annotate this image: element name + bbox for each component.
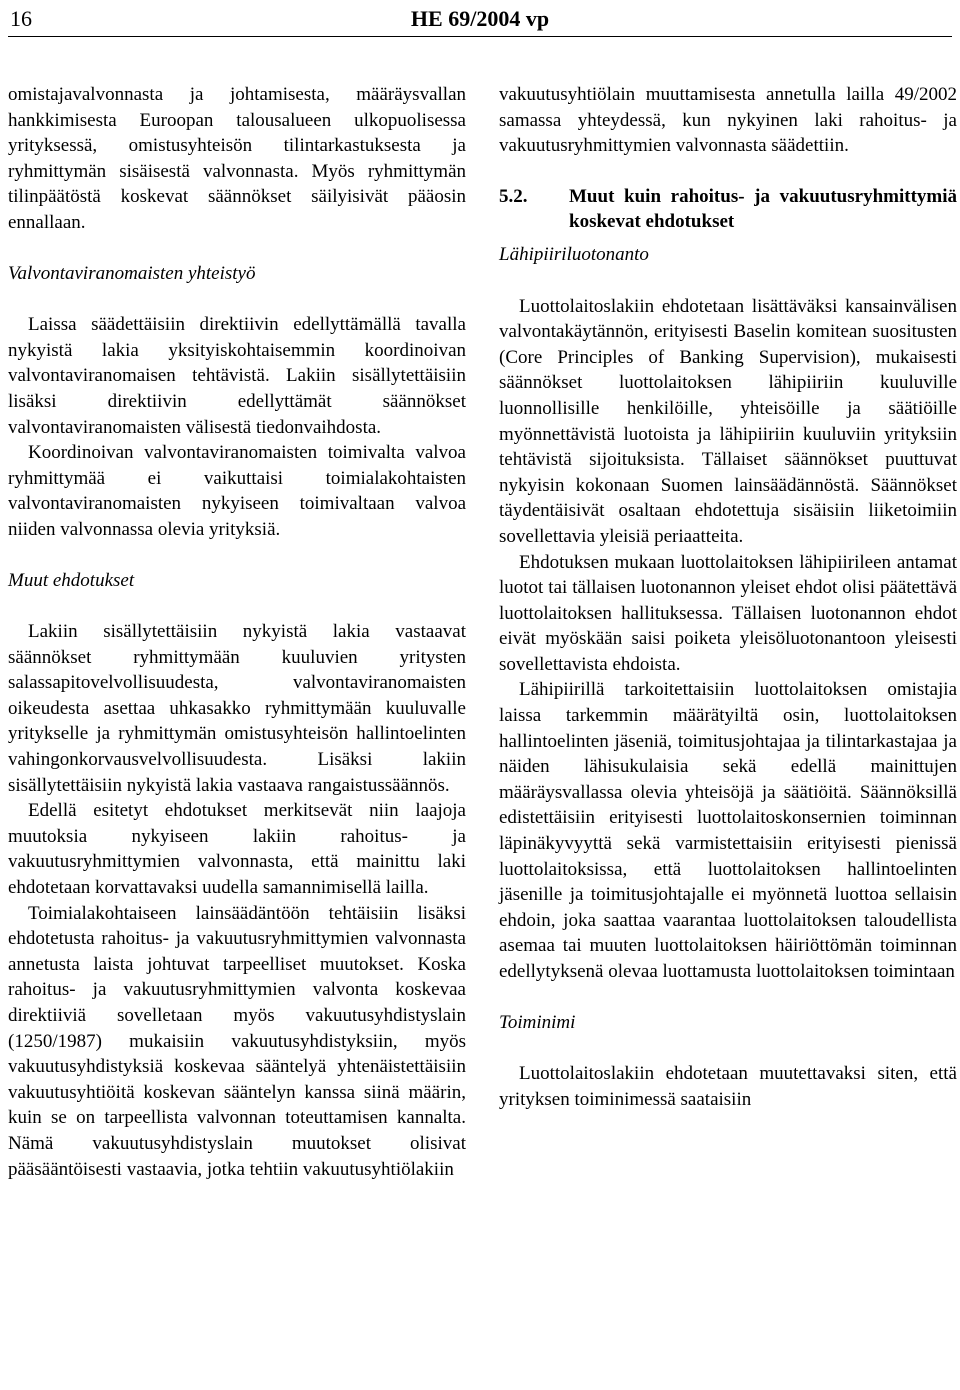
document-id: HE 69/2004 vp xyxy=(410,6,550,31)
subheading-lahipiiriluotonanto: Lähipiiriluotonanto xyxy=(499,243,649,265)
subheading-muut-ehdotukset: Muut ehdotukset xyxy=(8,569,135,591)
section-title: Muut kuin rahoitus- ja vakuutusryhmittymiä koskevat ehdotukset xyxy=(569,185,957,233)
section-heading xyxy=(499,184,957,235)
right-column xyxy=(499,82,957,1112)
paragraph: Edellä esitetyt ehdotukset merkitsevät niin laajoja muutoksia nykyiseen lakiin rahoitus- ja vakuutusryhmittymien valvonnasta, että mainittu laki ehdotetaan korvattavaksi uudella samannimisellä lailla. xyxy=(8,800,466,899)
paragraph: Luottolaitoslakiin ehdotetaan muutettavaksi siten, että yrityksen toiminimessä saataisiin xyxy=(499,1063,957,1110)
paragraph: Ehdotuksen mukaan luottolaitoksen lähipiirileen antamat luotot tai tällaisen luotonannon yleiset ehdot olisi päätettävä luottolaitoksen hallituksessa. Tällaisen luotonannon ehdot eivät myöskään saisi poiketa yleisöluotonantoon yleisesti sovellettavista ehdoista. xyxy=(499,551,957,675)
subheading-toiminimi: Toiminimi xyxy=(499,1011,576,1033)
section-number: 5.2. xyxy=(499,185,528,207)
page-header xyxy=(10,4,950,34)
paragraph: Lakiin sisällytettäisiin nykyistä lakia vastaavat säännökset ryhmittymään kuuluvien yritysten salassapitovelvollisuudesta, valvontaviranomaisten oikeudesta asettaa uhkasakko ryhmittymään kuuluvalle yritykselle ja ryhmittymän omistusyhteisön hallintoelinten vahingonkorvausvelvollisuudesta. Lisäksi lakiin sisällytettäisiin nykyistä lakia vastaava rangaistussäännös. xyxy=(8,621,466,796)
paragraph: Lähipiirillä tarkoitettaisiin luottolaitoksen omistajia laissa tarkemmin määrätyiltä osin, luottolaitoksen hallintoelinten jäseniä, toimitusjohtajaa ja tilintarkastajaa ja näiden lähisukulaisia sekä edellä mainittujen määräysvallassa olevia yhteisöjä ja säätiöitä. Säännöksillä edistettäisiin erityisesti luottolaitoskonsernien toiminnan läpinäkyvyyttä sekä varmistettaisiin erityisesti pienissä luottolaitoksissa, että luottolaitoksen hallintoelinten jäsenille ja toimitusjohtajalle ei myönnetä luottoa sellaisin ehdoin, joka saattaa vaarantaa luottolaitoksen taloudellista asemaa tai muuten luottolaitoksen häiriöttömän toiminnan edellytyksenä olevaa luottamusta luottolaitoksen toimintaan xyxy=(499,679,957,982)
paragraph: Koordinoivan valvontaviranomaisten toimivalta valvoa ryhmittymää ei vaikuttaisi toimialakohtaisten valvontaviranomaisten nykyiseen toimivaltaan valvoa niiden valvonnassa olevia yrityksiä. xyxy=(8,442,466,540)
left-column xyxy=(8,82,466,1182)
paragraph: Luottolaitoslakiin ehdotetaan lisättäväksi kansainvälisen valvontakäytännön, erityisesti Baselin komitean suositusten (Core Principles of Banking Supervision), mukaisesti säännökset luottolaitoksen lähipiiriin kuuluville luonnollisille henkilöille, yhteisöille ja säätiöille myönnettävistä luotoista ja lähipiiriin kuuluviin yrityksiin tehtävistä sijoituksista. Tällaiset säännökset puuttuvat nykyisin kokonaan Suomen lainsäädännöstä. Säännökset täydentäisivät osaltaan ehdotettuja sisäisiin liiketoimiin sovellettavia yleisiä periaatteita. xyxy=(499,295,957,547)
paragraph: Toimialakohtaiseen lainsäädäntöön tehtäisiin lisäksi ehdotetusta rahoitus- ja vakuutusryhmittymien valvonnasta annetusta laista johtuvat tarpeelliset muutokset. Koska rahoitus- ja vakuutusryhmittymien valvonta koskevaa direktiiviä sovelletaan myös vakuutusyhdistyslain (1250/1987) mukaisiin vakuutusyhdistyksiin, myös vakuutusyhdistyksiä koskevaa sääntelyä yhtenäistettäisiin vakuutusyhtiöitä koskevan sääntelyn kanssa siinä määrin, kuin se on tarpeellista valvonnan toteuttamisen kannalta. Nämä vakuutusyhdistyslain muutokset olisivat pääsääntöisesti vastaavia, jotka tehtiin vakuutusyhtiölakiin xyxy=(8,902,466,1180)
paragraph: vakuutusyhtiölain muuttamisesta annetulla lailla 49/2002 samassa yhteydessä, kun nykyinen laki rahoitus- ja vakuutusryhmittymien valvonnasta säädettiin. xyxy=(499,84,957,157)
subheading-valvontaviranomaisten-yhteistyo: Valvontaviranomaisten yhteistyö xyxy=(8,262,256,284)
header-divider xyxy=(8,36,952,37)
page-number: 16 xyxy=(10,6,32,31)
paragraph: omistajavalvonnasta ja johtamisesta, määräysvallan hankkimisesta Euroopan talousalueen ulkopuolisessa yrityksessä, omistusyhteisön tilintarkastuksesta ja ryhmittymän sisäisestä valvonnasta. Myös ryhmittymän tilinpäätöstä koskevat säännökset säilyisivät pääosin ennallaan. xyxy=(8,84,466,233)
paragraph: Laissa säädettäisiin direktiivin edellyttämällä tavalla nykyistä lakia yksityiskohtaisemmin koordinoivan valvontaviranomaisen tehtävistä. Lakiin sisällytettäisiin lisäksi direktiivin edellyttämät säännökset valvontaviranomaisten välisestä tiedonvaihdosta. xyxy=(8,314,466,438)
